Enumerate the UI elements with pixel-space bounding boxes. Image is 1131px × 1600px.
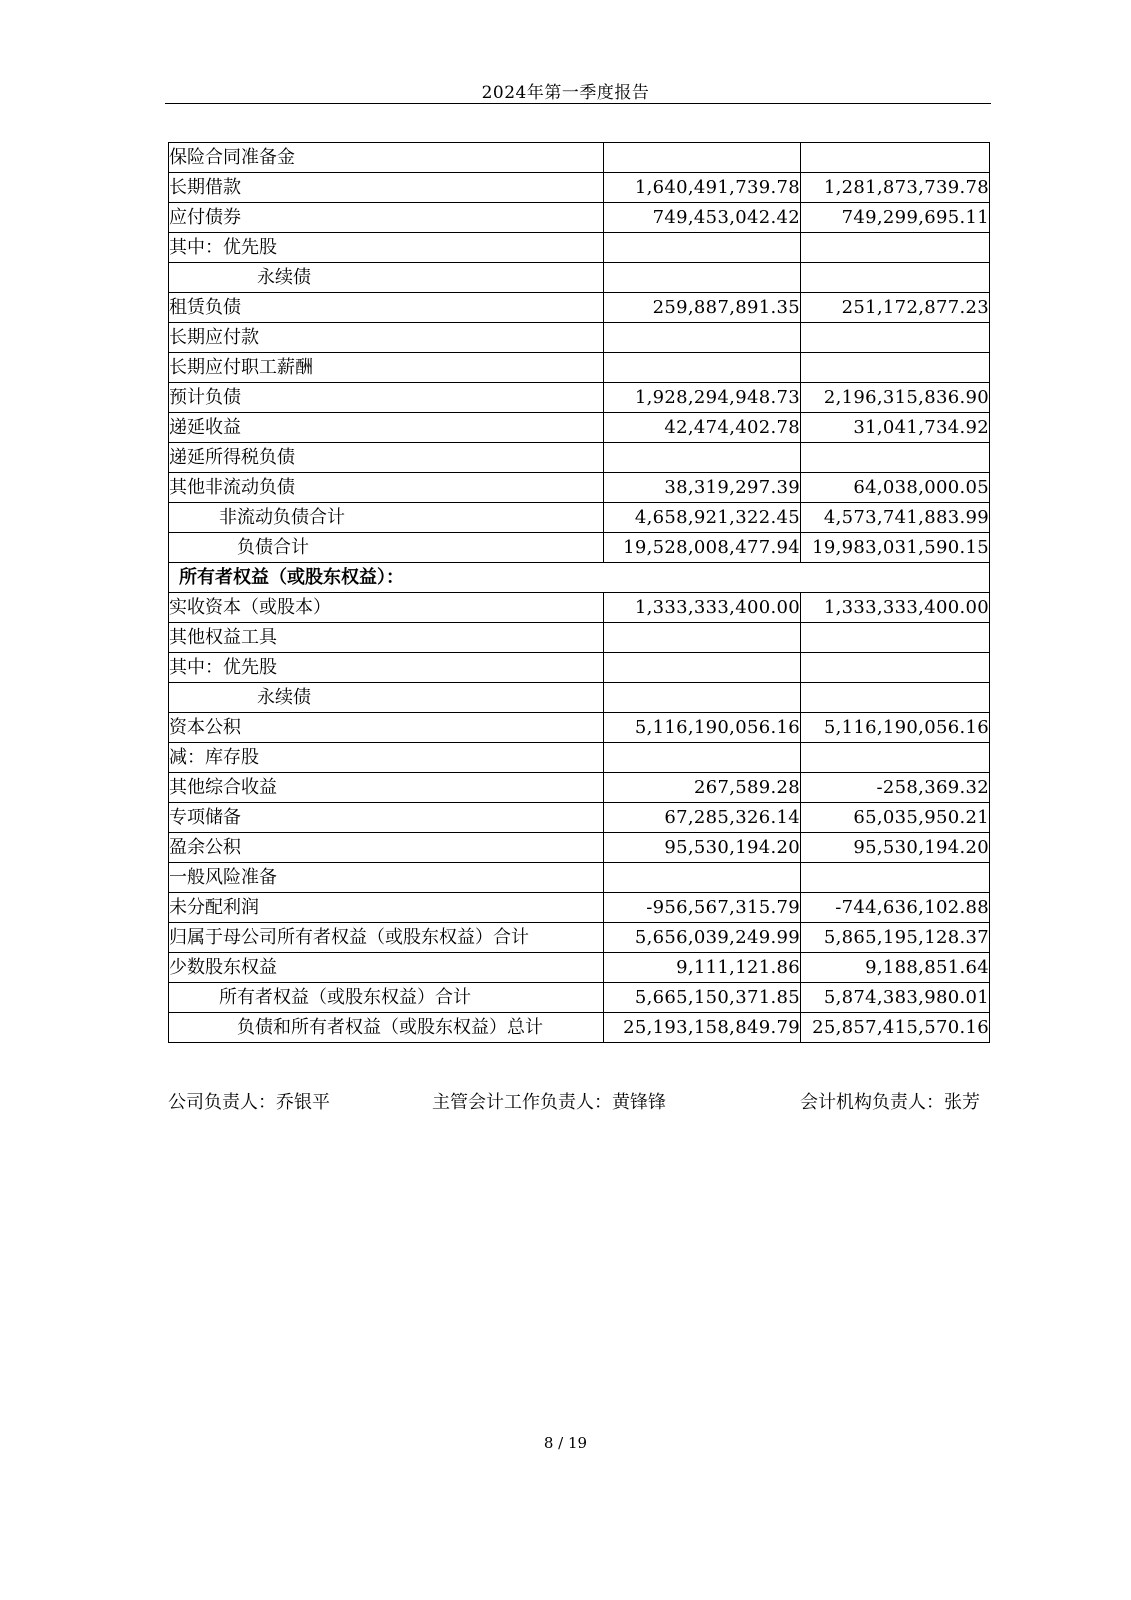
- prior-period-value: [801, 863, 990, 893]
- current-period-value: [604, 443, 801, 473]
- current-period-value: [604, 623, 801, 653]
- section-heading-row: [169, 563, 990, 593]
- accounting-head-signature: 主管会计工作负责人：黄锋锋: [432, 1092, 666, 1113]
- current-period-value: [604, 323, 801, 353]
- table-row-total: [169, 533, 990, 563]
- prior-period-value: [801, 353, 990, 383]
- row-label: 盈余公积: [169, 833, 604, 863]
- row-label: 预计负债: [169, 383, 604, 413]
- current-period-value: 5,665,150,371.85: [604, 983, 801, 1013]
- prior-period-value: 5,874,383,980.01: [801, 983, 990, 1013]
- row-label: 实收资本（或股本）: [169, 593, 604, 623]
- table-row: [169, 323, 990, 353]
- prior-period-value: 251,172,877.23: [801, 293, 990, 323]
- row-label: 负债和所有者权益（或股东权益）总计: [169, 1013, 604, 1043]
- row-label: 其他非流动负债: [169, 473, 604, 503]
- row-label: 其他权益工具: [169, 623, 604, 653]
- prior-period-value: 9,188,851.64: [801, 953, 990, 983]
- report-header-title: 2024年第一季度报告: [481, 83, 650, 103]
- current-period-value: 38,319,297.39: [604, 473, 801, 503]
- prior-period-value: [801, 143, 990, 173]
- row-label: 长期借款: [169, 173, 604, 203]
- prior-period-value: 31,041,734.92: [801, 413, 990, 443]
- current-period-value: [604, 743, 801, 773]
- table-row-subtotal: [169, 983, 990, 1013]
- table-row: [169, 893, 990, 923]
- current-period-value: -956,567,315.79: [604, 893, 801, 923]
- table-row-total: [169, 1013, 990, 1043]
- current-period-value: 25,193,158,849.79: [604, 1013, 801, 1043]
- current-period-value: 42,474,402.78: [604, 413, 801, 443]
- table-row: [169, 713, 990, 743]
- balance-sheet-table: [168, 142, 990, 1043]
- row-label: 长期应付职工薪酬: [169, 353, 604, 383]
- current-period-value: [604, 263, 801, 293]
- prior-period-value: 1,281,873,739.78: [801, 173, 990, 203]
- current-period-value: 9,111,121.86: [604, 953, 801, 983]
- row-label: 长期应付款: [169, 323, 604, 353]
- prior-period-value: 19,983,031,590.15: [801, 533, 990, 563]
- header-divider: [165, 103, 991, 104]
- prior-period-value: 749,299,695.11: [801, 203, 990, 233]
- row-label: 其他综合收益: [169, 773, 604, 803]
- row-label: 少数股东权益: [169, 953, 604, 983]
- prior-period-value: [801, 653, 990, 683]
- prior-period-value: 65,035,950.21: [801, 803, 990, 833]
- prior-period-value: -744,636,102.88: [801, 893, 990, 923]
- table-row: [169, 233, 990, 263]
- table-row: [169, 293, 990, 323]
- prior-period-value: 5,865,195,128.37: [801, 923, 990, 953]
- current-period-value: 4,658,921,322.45: [604, 503, 801, 533]
- prior-period-value: [801, 443, 990, 473]
- section-heading: 所有者权益（或股东权益）：: [169, 563, 990, 593]
- table-row: [169, 923, 990, 953]
- row-label: 归属于母公司所有者权益（或股东权益）合计: [169, 923, 604, 953]
- row-label: 非流动负债合计: [169, 503, 604, 533]
- current-period-value: 259,887,891.35: [604, 293, 801, 323]
- table-row: [169, 803, 990, 833]
- table-row: [169, 413, 990, 443]
- table-row: [169, 593, 990, 623]
- company-head-signature: 公司负责人：乔银平: [168, 1092, 330, 1113]
- page-number: 8 / 19: [543, 1434, 588, 1452]
- current-period-value: 1,640,491,739.78: [604, 173, 801, 203]
- row-label: 递延收益: [169, 413, 604, 443]
- prior-period-value: 2,196,315,836.90: [801, 383, 990, 413]
- row-label: 其中：优先股: [169, 653, 604, 683]
- current-period-value: [604, 353, 801, 383]
- row-label: 资本公积: [169, 713, 604, 743]
- prior-period-value: [801, 623, 990, 653]
- prior-period-value: 95,530,194.20: [801, 833, 990, 863]
- row-label: 专项储备: [169, 803, 604, 833]
- current-period-value: 1,928,294,948.73: [604, 383, 801, 413]
- table-row: [169, 143, 990, 173]
- table-row: [169, 173, 990, 203]
- current-period-value: 5,656,039,249.99: [604, 923, 801, 953]
- prior-period-value: -258,369.32: [801, 773, 990, 803]
- table-row: [169, 203, 990, 233]
- row-label: 其中：优先股: [169, 233, 604, 263]
- table-row: [169, 383, 990, 413]
- table-row: [169, 743, 990, 773]
- prior-period-value: [801, 233, 990, 263]
- table-row: [169, 623, 990, 653]
- row-label: 永续债: [169, 263, 604, 293]
- table-row: [169, 683, 990, 713]
- prior-period-value: 25,857,415,570.16: [801, 1013, 990, 1043]
- prior-period-value: [801, 263, 990, 293]
- current-period-value: [604, 863, 801, 893]
- current-period-value: 67,285,326.14: [604, 803, 801, 833]
- current-period-value: [604, 683, 801, 713]
- prior-period-value: 1,333,333,400.00: [801, 593, 990, 623]
- table-row: [169, 353, 990, 383]
- row-label: 递延所得税负债: [169, 443, 604, 473]
- table-row: [169, 263, 990, 293]
- table-row: [169, 443, 990, 473]
- row-label: 保险合同准备金: [169, 143, 604, 173]
- row-label: 租赁负债: [169, 293, 604, 323]
- current-period-value: 267,589.28: [604, 773, 801, 803]
- prior-period-value: 4,573,741,883.99: [801, 503, 990, 533]
- table-row: [169, 953, 990, 983]
- prior-period-value: [801, 323, 990, 353]
- table-row: [169, 773, 990, 803]
- row-label: 减：库存股: [169, 743, 604, 773]
- current-period-value: [604, 143, 801, 173]
- row-label: 应付债券: [169, 203, 604, 233]
- row-label: 所有者权益（或股东权益）合计: [169, 983, 604, 1013]
- current-period-value: [604, 653, 801, 683]
- prior-period-value: 64,038,000.05: [801, 473, 990, 503]
- table-row: [169, 653, 990, 683]
- row-label: 未分配利润: [169, 893, 604, 923]
- row-label: 负债合计: [169, 533, 604, 563]
- current-period-value: 19,528,008,477.94: [604, 533, 801, 563]
- row-label: 一般风险准备: [169, 863, 604, 893]
- row-label: 永续债: [169, 683, 604, 713]
- prior-period-value: 5,116,190,056.16: [801, 713, 990, 743]
- table-row-subtotal: [169, 503, 990, 533]
- current-period-value: 749,453,042.42: [604, 203, 801, 233]
- prior-period-value: [801, 683, 990, 713]
- current-period-value: [604, 233, 801, 263]
- table-row: [169, 833, 990, 863]
- table-row: [169, 473, 990, 503]
- accounting-org-head-signature: 会计机构负责人：张芳: [800, 1092, 980, 1113]
- current-period-value: 1,333,333,400.00: [604, 593, 801, 623]
- prior-period-value: [801, 743, 990, 773]
- current-period-value: 95,530,194.20: [604, 833, 801, 863]
- current-period-value: 5,116,190,056.16: [604, 713, 801, 743]
- table-row: [169, 863, 990, 893]
